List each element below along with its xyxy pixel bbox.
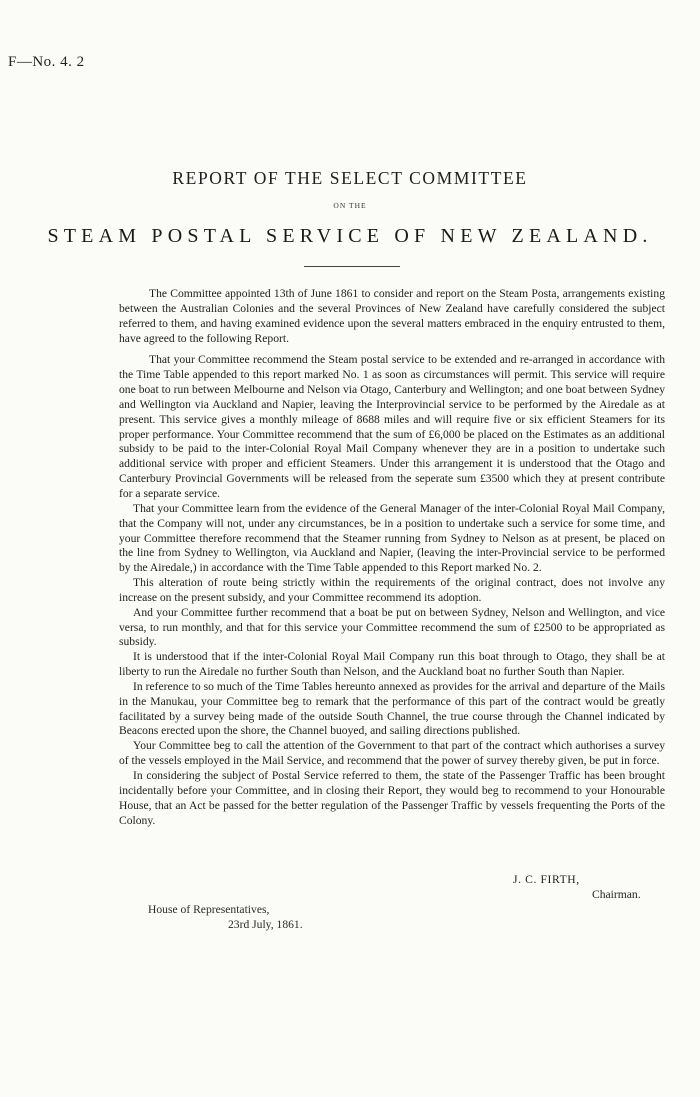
paragraph-intro: The Committee appointed 13th of June 1861 to consider and report on the Steam Posta, arrangements existing between the Australian Colonies and the several Provinces of New Zealand have carefully considered the subject referred to them, and having examined evidence upon the several matters embraced in the enquiry entrusted to them, have agreed to the following Report. [119,287,665,345]
title-divider [304,266,400,267]
report-title: REPORT OF THE SELECT COMMITTEE [172,168,528,188]
title-connector: ON THE [333,201,367,210]
paragraph-survey: Your Committee beg to call the attention of the Government to that part of the contract which authorises a survey of the vessels employed in the Mail Service, and recommend that the power of survey thereby given, be put in force. [119,739,665,768]
signature-place: House of Representatives, [148,903,270,916]
signature-date: 23rd July, 1861. [228,918,303,931]
signature-title: Chairman. [592,888,641,901]
paragraph-route-alteration: This alteration of route being strictly within the requirements of the original contract, does not involve any increase on the present subsidy, and your Committee recommend its adoption. [119,576,665,604]
signature-name: J. C. FIRTH, [513,873,580,886]
paragraph-nelson-boat: And your Committee further recommend that a boat be put on between Sydney, Nelson and Wellington, and vice versa, to run monthly, and that for this service your Committee recommend the sum of £2500 to be appropriated as subsidy. [119,605,665,649]
paragraph-passenger-traffic: In considering the subject of Postal Service referred to them, the state of the Passenger Traffic has been brought incidentally before your Committee, and in closing their Report, they would beg to recommend to your Honourable House, that an Act be passed for the better regulation of the Passenger Traffic by vessels frequenting the Ports of the Colony. [119,769,665,827]
page-reference: F—No. 4. 2 [8,54,85,70]
paragraph-recommendation: That your Committee recommend the Steam postal service to be extended and re-arranged in accordance with the Time Table appended to this report marked No. 1 as soon as circumstances will permit. This service will require one boat to run between Melbourne and Nelson via Otago, Canterbury and Wellington; and one boat between Sydney and Wellington via Auckland and Napier, leaving the Interprovincial service to be performed by the Airedale as at present. This service gives a monthly mileage of 8688 miles and will require five or six efficient Steamers for its proper performance. Your Committee recommend that the sum of £6,000 be placed on the Estimates as an additional subsidy to be paid to the inter-Colonial Royal Mail Company whenever they are in a position to undertake such additional service with proper and efficient Steamers. Under this arrangement it is understood that the Otago and Canterbury Provincial Governments will be released from the seperate sum £3500 which they at present contribute for a separate service. [119,353,665,500]
paragraph-otago-boat: It is understood that if the inter-Colonial Royal Mail Company run this boat through to Otago, they shall be at liberty to run the Airedale no further South than Nelson, and the Auckland boat no further South than Napier. [119,650,665,679]
paragraph-general-manager: That your Committee learn from the evidence of the General Manager of the inter-Colonial Royal Mail Company, that the Company will not, under any circumstances, be in a position to undertake such a service for some time, and your Committee therefore recommend that the Steamer running from Sydney to Nelson as at present, be placed on the line from Sydney to Wellington, via Auckland and Napier, (leaving the inter-Provincial service to be performed by the Airedale,) in accordance with the Time Table appended to this Report marked No. 2. [119,501,665,575]
report-body [119,287,665,828]
paragraph-manukau: In reference to so much of the Time Tables hereunto annexed as provides for the arrival and departure of the Mails in the Manukau, your Committee beg to remark that the performance of this part of the contract would be greatly facilitated by a survey being made of the outside South Channel, the true course through the Channel indicated by Beacons erected upon the shore, the Channel buoyed, and sailing directions published. [119,679,665,738]
report-subtitle: STEAM POSTAL SERVICE OF NEW ZEALAND. [47,225,653,247]
